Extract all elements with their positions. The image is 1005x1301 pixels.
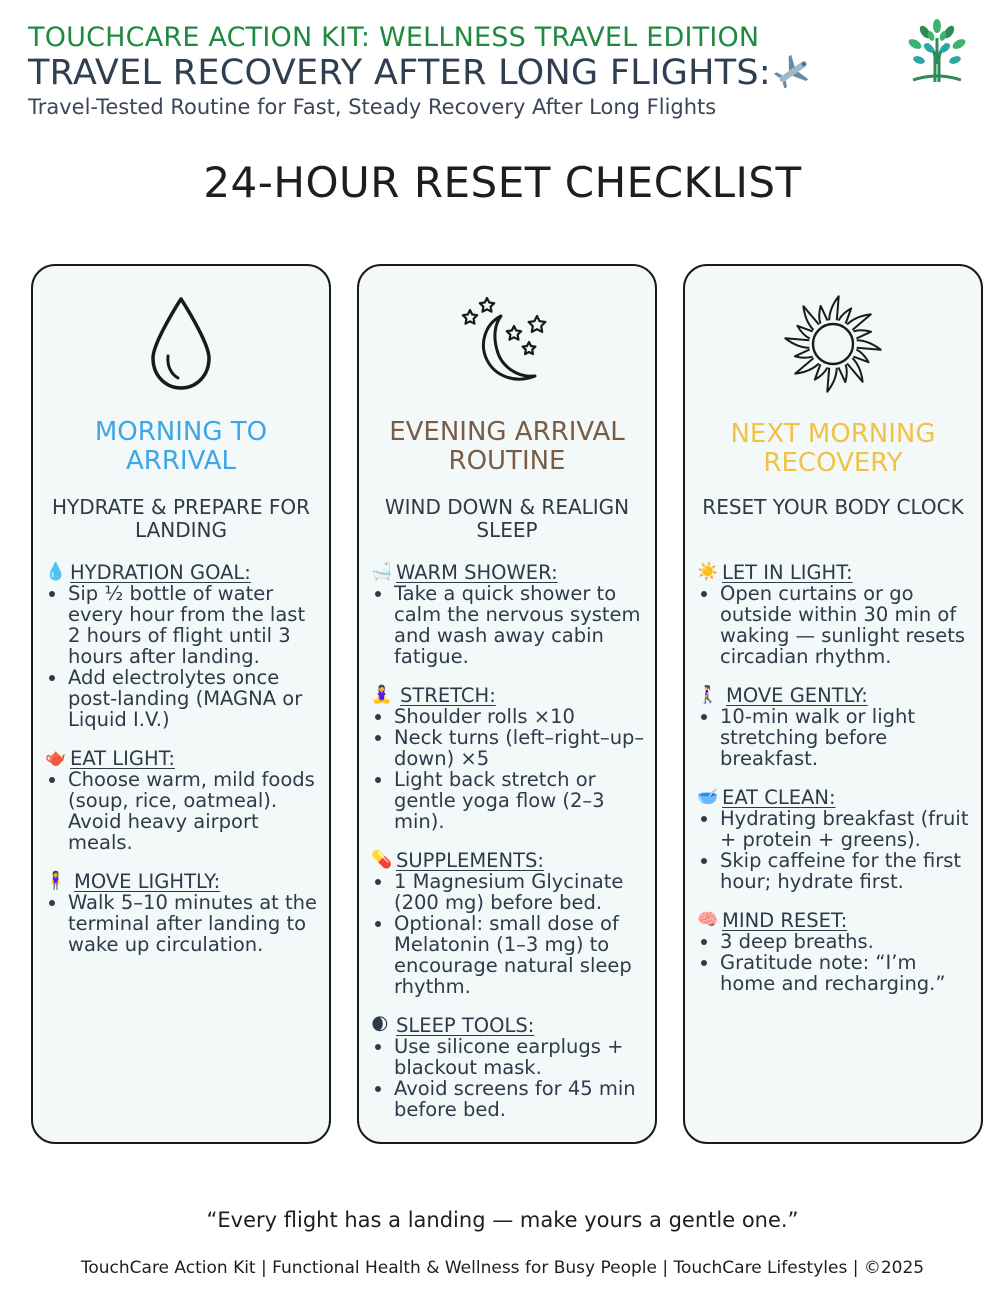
section-supplements — [371, 850, 647, 997]
section-eat-clean — [697, 787, 973, 892]
subtitle: Travel-Tested Routine for Fast, Steady Recovery After Long Flights — [28, 95, 717, 119]
teapot-icon: 🫖 — [45, 748, 67, 768]
section-hydration-goal — [45, 562, 321, 730]
card-morning-to-arrival — [31, 264, 331, 1144]
quote: “Every flight has a landing — make yours a gentle one.” — [206, 1208, 799, 1232]
yoga-woman-icon: 🧘‍♀️ — [371, 685, 393, 705]
sun-ray — [803, 306, 819, 330]
section-move-gently — [697, 685, 973, 769]
section-eat-light — [45, 748, 321, 853]
list-item: • 3 deep breaths. — [720, 931, 973, 952]
card-title: NEXT MORNING RECOVERY — [730, 419, 936, 478]
water-drop-emoji-icon: 💧 — [45, 562, 67, 582]
pill-icon: 💊 — [371, 850, 393, 870]
water-drop-icon — [148, 296, 214, 396]
card-title: EVENING ARRIVAL ROUTINE — [389, 417, 625, 476]
sun-ray — [829, 296, 839, 320]
section-label: STRETCH: — [400, 684, 496, 707]
sun-icon — [783, 294, 883, 398]
section-label: HYDRATION GOAL: — [70, 561, 251, 584]
main-title — [28, 53, 815, 97]
moon-phase-icon: 🌒 — [371, 1015, 389, 1035]
list-item: • Skip caffeine for the first hour; hydrate first. — [720, 850, 973, 892]
list-item: • 10-min walk or light stretching before breakfast. — [720, 706, 973, 769]
list-item: • Add electrolytes once post-landing (MAGNA or Liquid I.V.) — [68, 667, 321, 730]
brain-icon: 🧠 — [697, 910, 719, 930]
card-next-morning-recovery — [683, 264, 983, 1144]
list-item: • Choose warm, mild foods (soup, rice, oatmeal). Avoid heavy airport meals. — [68, 769, 321, 853]
section-label: LET IN LIGHT: — [722, 561, 853, 584]
list-item: • Optional: small dose of Melatonin (1–3 mg) to encourage natural sleep rhythm. — [394, 913, 647, 997]
sun-ray — [795, 358, 819, 374]
list-item: • 1 Magnesium Glycinate (200 mg) before bed. — [394, 871, 647, 913]
tree-logo-icon — [905, 18, 969, 84]
list-item: • Take a quick shower to calm the nervous system and wash away cabin fatigue. — [394, 583, 647, 667]
section-label: SLEEP TOOLS: — [396, 1014, 535, 1037]
section-mind-reset — [697, 910, 973, 994]
list-item: • Neck turns (left–right–up–down) ×5 — [394, 727, 647, 769]
airplane-icon — [773, 54, 815, 97]
walking-woman-icon: 🚶‍♀️ — [697, 685, 719, 705]
main-title-text: TRAVEL RECOVERY AFTER LONG FLIGHTS: — [28, 53, 772, 93]
section-label: SUPPLEMENTS: — [396, 849, 544, 872]
sun-ray — [795, 350, 813, 358]
list-item: • Open curtains or go outside within 30 min of waking — sunlight resets circadian rhythm. — [720, 583, 973, 667]
section-label: EAT LIGHT: — [70, 747, 175, 770]
checklist-title: 24-HOUR RESET CHECKLIST — [203, 158, 802, 207]
card-content — [45, 562, 321, 973]
section-warm-shower — [371, 562, 647, 667]
bathtub-icon: 🛁 — [371, 562, 393, 582]
footer: TouchCare Action Kit | Functional Health & Wellness for Busy People | TouchCare Lifestyles | ©2025 — [80, 1258, 925, 1278]
moon-stars-icon — [457, 294, 557, 394]
card-title: MORNING TO ARRIVAL — [94, 417, 268, 476]
list-item: • Use silicone earplugs + blackout mask. — [394, 1036, 647, 1078]
sun-ray — [857, 340, 881, 350]
sun-ray — [819, 306, 827, 324]
section-label: MOVE GENTLY: — [726, 684, 868, 707]
card-evening-arrival-routine — [357, 264, 657, 1144]
section-stretch — [371, 685, 647, 832]
sun-ray — [827, 368, 837, 392]
sun-ray — [785, 338, 809, 348]
list-item: • Shoulder rolls ×10 — [394, 706, 647, 727]
section-label: WARM SHOWER: — [396, 561, 558, 584]
list-item: • Light back stretch or gentle yoga flow (2–3 min). — [394, 769, 647, 832]
section-label: MIND RESET: — [722, 909, 848, 932]
section-label: MOVE LIGHTLY: — [74, 870, 221, 893]
list-item: • Hydrating breakfast (fruit + protein + greens). — [720, 808, 973, 850]
card-content — [697, 562, 973, 1012]
sun-ray — [839, 364, 847, 382]
sun-emoji-icon: ☀️ — [697, 562, 719, 582]
section-sleep-tools — [371, 1015, 647, 1120]
sun-ray — [853, 330, 871, 338]
list-item: • Avoid screens for 45 min before bed. — [394, 1078, 647, 1120]
list-item: • Sip ½ bottle of water every hour from the last 2 hours of flight until 3 hours after landing. — [68, 583, 321, 667]
sun-ray — [847, 358, 863, 382]
kit-title: TOUCHCARE ACTION KIT: WELLNESS TRAVEL EDITION — [28, 22, 760, 53]
list-item: • Gratitude note: “I’m home and recharging.” — [720, 952, 973, 994]
section-move-lightly — [45, 871, 321, 955]
card-subtitle: RESET YOUR BODY CLOCK — [702, 495, 964, 519]
bowl-icon: 🥣 — [697, 787, 719, 807]
section-label: EAT CLEAN: — [722, 786, 836, 809]
card-subtitle: WIND DOWN & REALIGN SLEEP — [384, 495, 630, 542]
card-subtitle: HYDRATE & PREPARE FOR LANDING — [51, 495, 311, 542]
section-let-in-light — [697, 562, 973, 667]
sun-ray — [847, 314, 871, 330]
card-content — [371, 562, 647, 1138]
list-item: • Walk 5–10 minutes at the terminal after landing to wake up circulation. — [68, 892, 321, 955]
standing-woman-icon: 🧍‍♀️ — [45, 871, 67, 891]
